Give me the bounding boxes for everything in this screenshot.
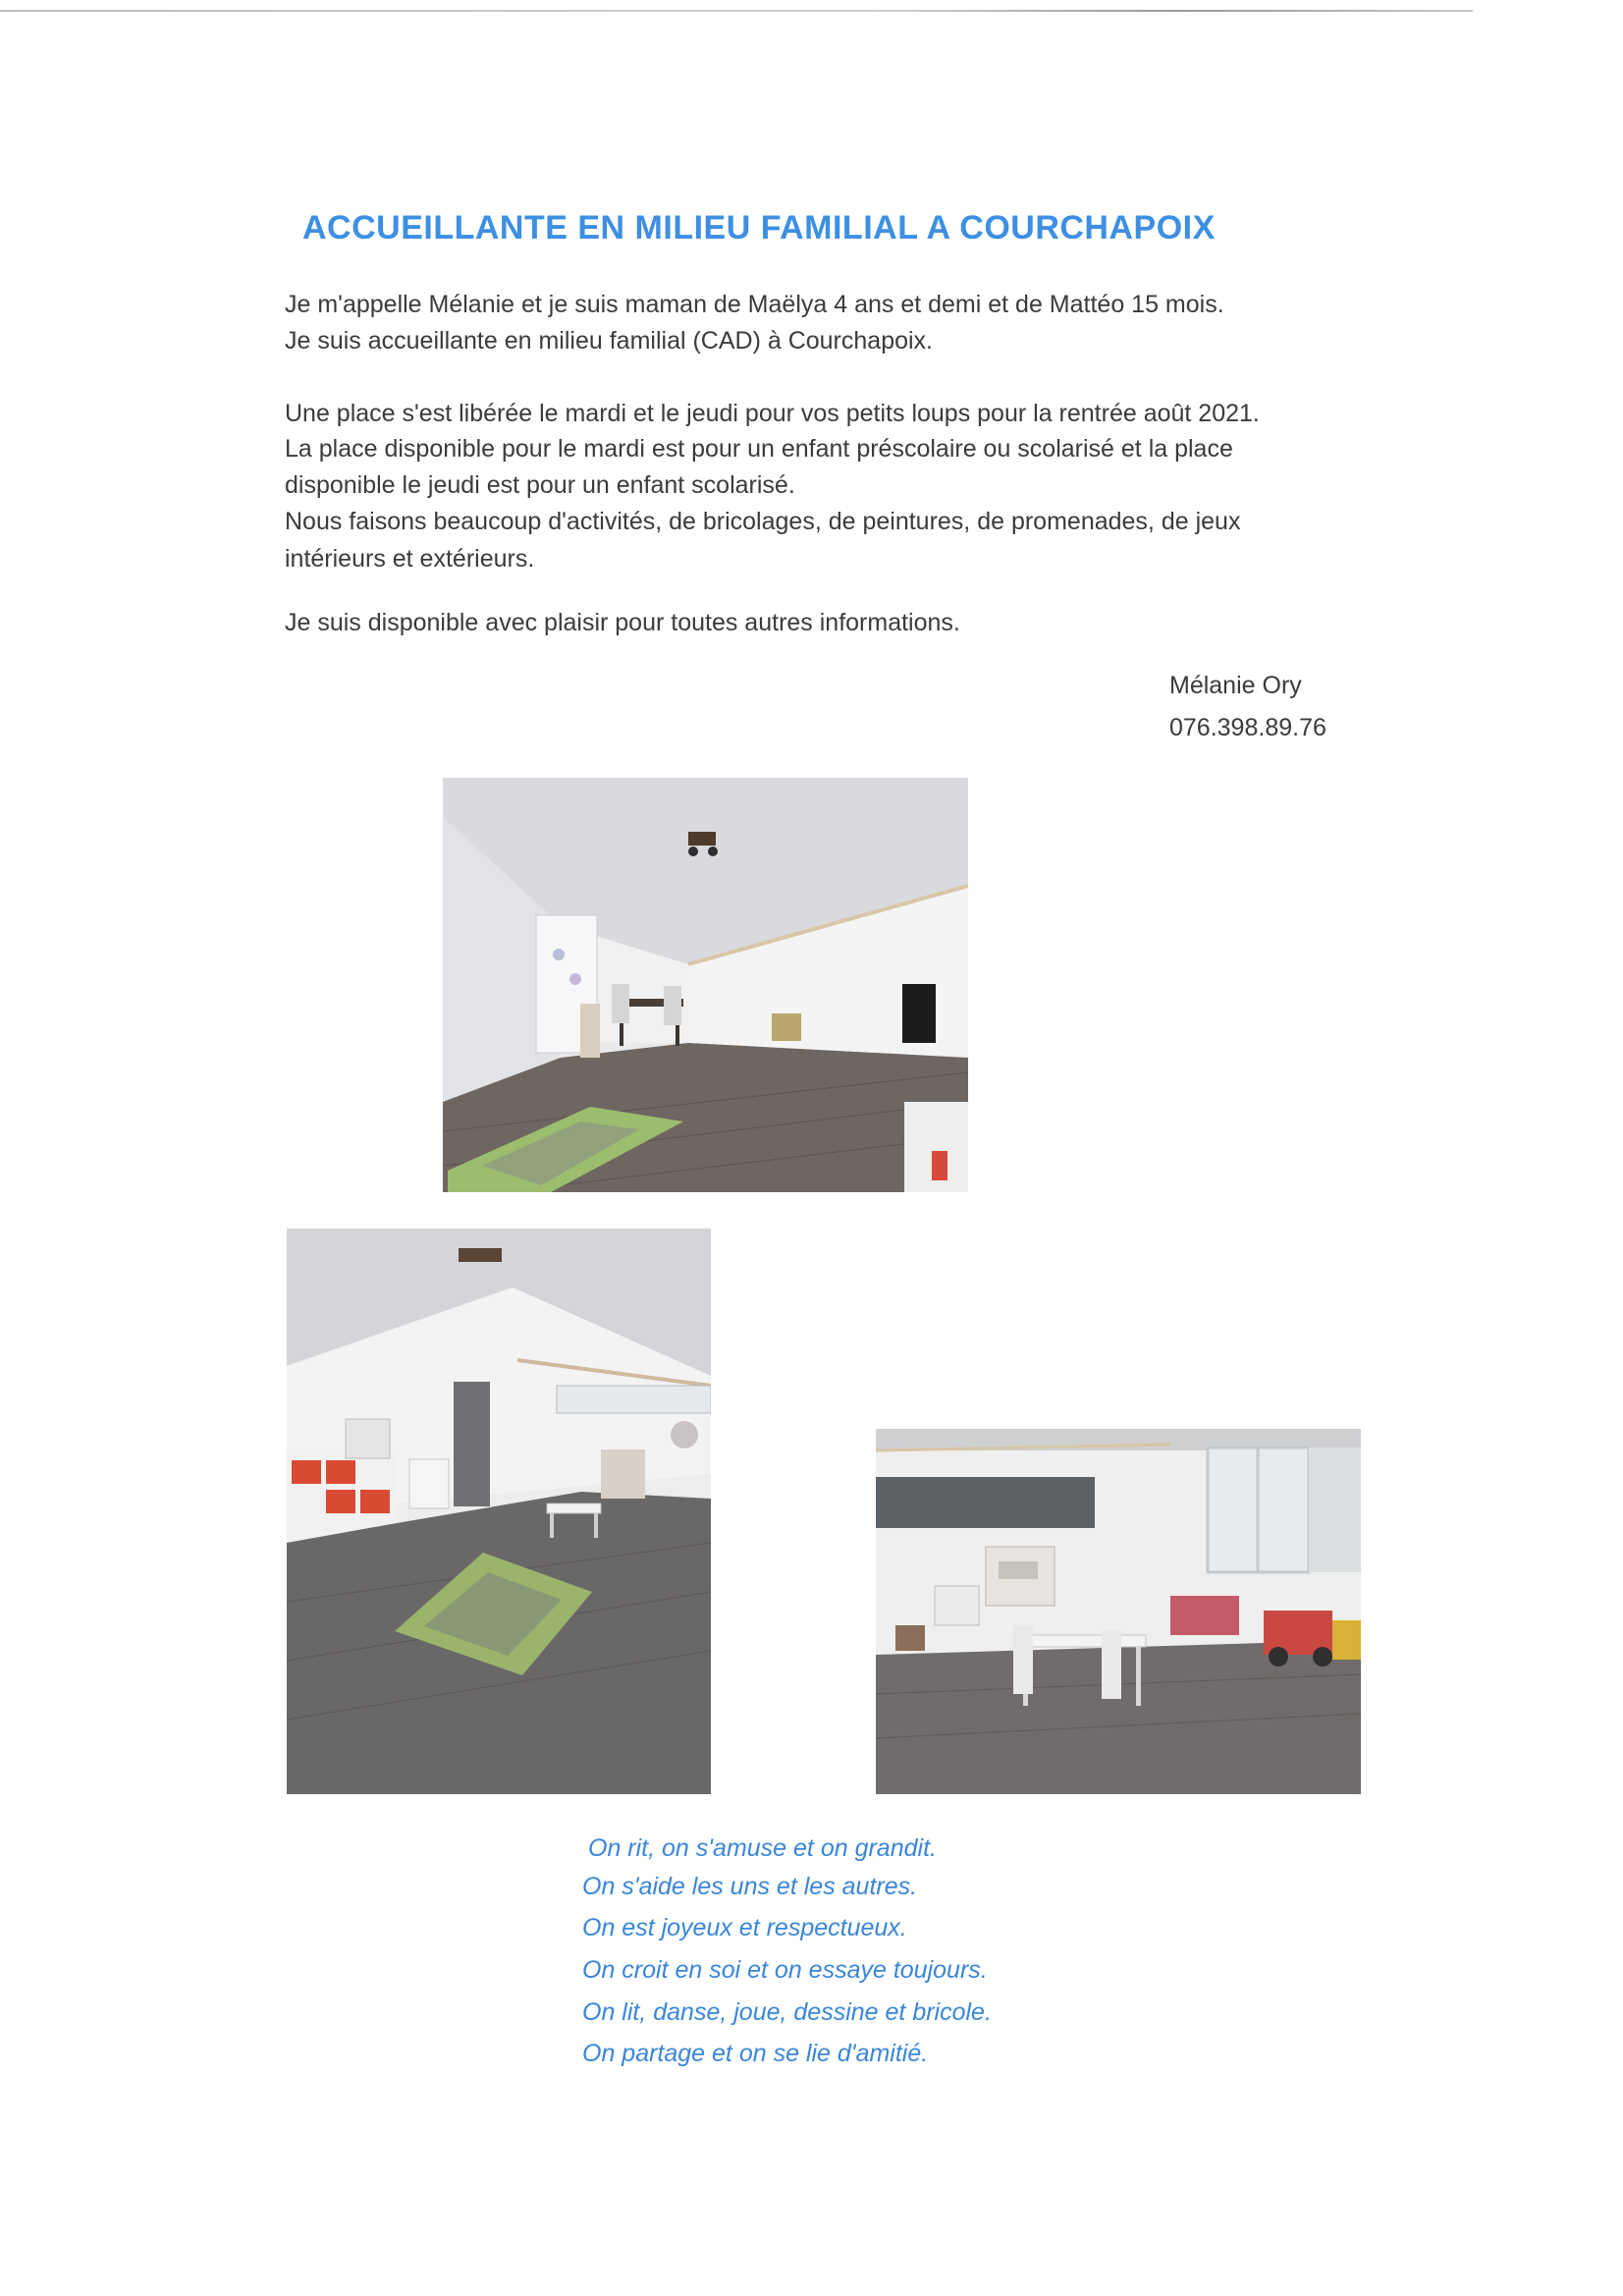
toy-wheel <box>1269 1647 1288 1667</box>
shelf-top <box>346 1419 390 1458</box>
red-bin <box>326 1460 355 1484</box>
signature-name: Mélanie Ory <box>1169 672 1302 699</box>
toy-stove <box>935 1586 979 1625</box>
toy-car <box>1170 1596 1239 1635</box>
ball <box>671 1421 698 1449</box>
availability-line-1: Une place s'est libérée le mardi et le jeudi pour vos petits loups pour la rentrée août 2021. <box>285 400 1260 427</box>
motto-line-2: On s'aide les uns et les autres. <box>582 1873 918 1900</box>
intro-line-2: Je suis accueillante en milieu familial (CAD) à Courchapoix. <box>285 327 933 355</box>
playroom-photo-2 <box>287 1229 711 1794</box>
small-table <box>1018 1635 1146 1647</box>
motto-line-6: On partage et on se lie d'amitié. <box>582 2040 929 2067</box>
motto-line-4: On croit en soi et on essaye toujours. <box>582 1956 988 1984</box>
table-leg <box>594 1513 598 1538</box>
motto-line-1: On rit, on s'amuse et on grandit. <box>588 1834 937 1862</box>
availability-line-4: Nous faisons beaucoup d'activités, de bricolages, de peintures, de promenades, de jeux <box>285 508 1241 535</box>
scan-edge-line <box>0 10 1473 12</box>
cube-shelf <box>409 1459 449 1508</box>
chair <box>1013 1625 1033 1694</box>
kitchen-oven <box>999 1561 1038 1579</box>
ceiling-spot <box>708 847 718 856</box>
closing-line: Je suis disponible avec plaisir pour toutes autres informations. <box>285 609 960 636</box>
chair <box>1102 1630 1121 1699</box>
availability-line-3: disponible le jeudi est pour un enfant scolarisé. <box>285 471 795 499</box>
door-decoration <box>553 949 565 960</box>
chair <box>664 986 681 1025</box>
window-strip <box>557 1386 711 1413</box>
door-decoration <box>569 973 581 985</box>
toy-box <box>1332 1620 1361 1660</box>
signature-phone: 076.398.89.76 <box>1169 714 1326 741</box>
table-leg <box>1136 1647 1141 1706</box>
chair <box>612 984 629 1023</box>
ceiling-spot <box>688 847 698 856</box>
window-side <box>1309 1448 1361 1572</box>
ceiling-light <box>459 1248 502 1262</box>
doorway <box>454 1382 490 1506</box>
table-leg <box>550 1513 554 1538</box>
red-bin <box>360 1490 390 1513</box>
playroom-photo-1 <box>443 778 968 1192</box>
red-bin <box>292 1460 321 1484</box>
availability-line-5: intérieurs et extérieurs. <box>285 545 535 573</box>
ceiling-light <box>688 832 716 846</box>
red-bin <box>932 1151 947 1180</box>
toy-kitchen <box>772 1013 801 1041</box>
window-strip <box>876 1477 1095 1528</box>
small-table <box>547 1503 601 1513</box>
availability-line-2: La place disponible pour le mardi est pour un enfant préscolaire ou scolarisé et la place <box>285 435 1233 463</box>
toy-wheel <box>1313 1647 1332 1667</box>
intro-line-1: Je m'appelle Mélanie et je suis maman de Maëlya 4 ans et demi et de Mattéo 15 mois. <box>285 291 1224 318</box>
page-title: ACCUEILLANTE EN MILIEU FAMILIAL A COURCHAPOIX <box>302 209 1216 246</box>
playroom-photo-3 <box>876 1429 1361 1794</box>
toy-kitchen <box>601 1449 645 1499</box>
wall-tv <box>902 984 936 1043</box>
motto-line-5: On lit, danse, joue, dessine et bricole. <box>582 1998 992 2026</box>
shelf-unit <box>580 1004 600 1058</box>
motto-line-3: On est joyeux et respectueux. <box>582 1914 907 1941</box>
red-bin <box>326 1490 355 1513</box>
toy-box <box>895 1625 925 1651</box>
